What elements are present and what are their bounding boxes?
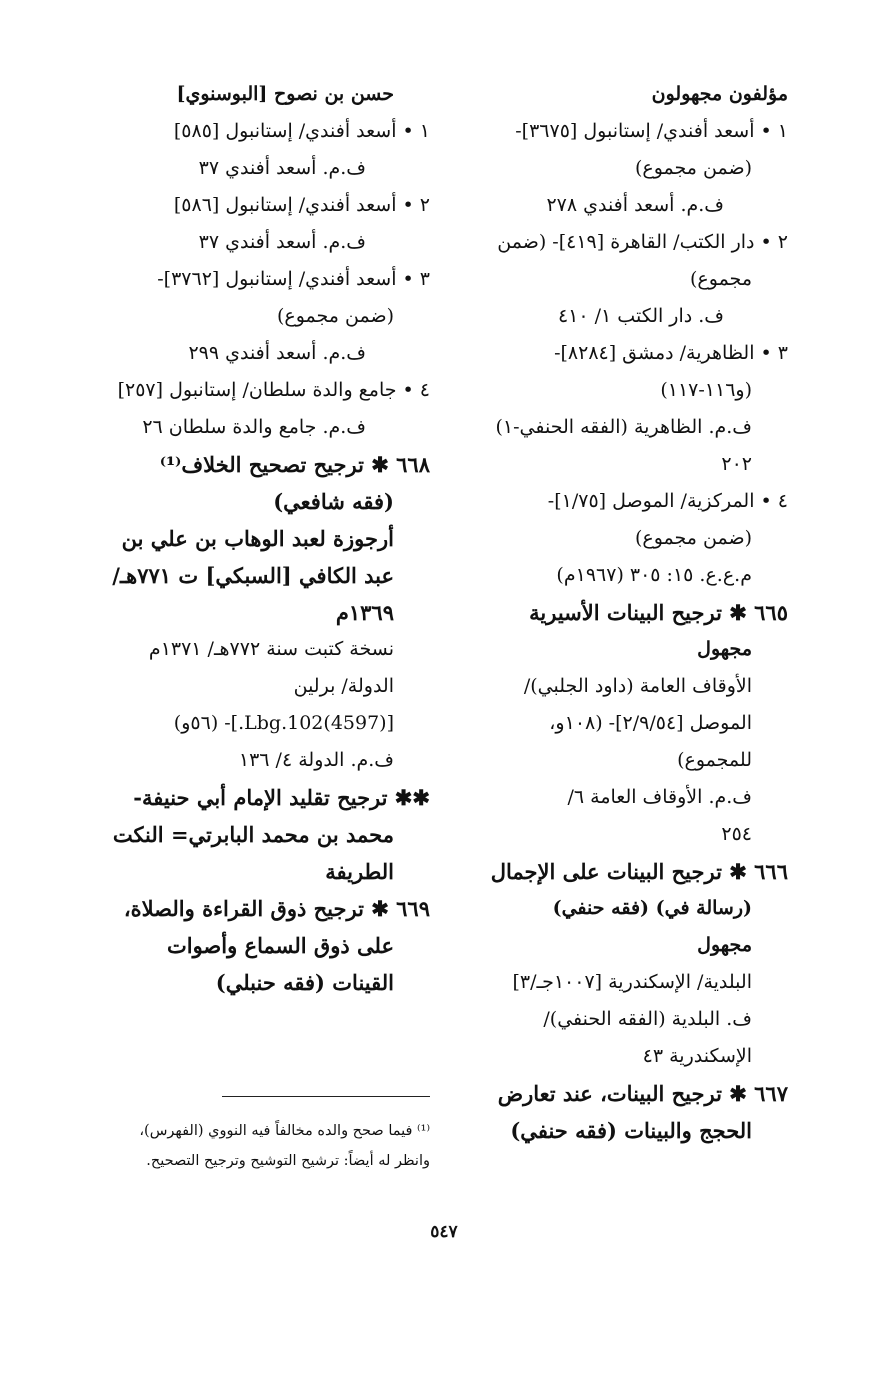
right-column-line: ٢٠٢ [721, 453, 752, 475]
right-column-line: ٣ • الظاهرية/ دمشق [٨٢٨٤]- [554, 342, 788, 364]
left-column-line: ف.م. أسعد أفندي ٣٧ [198, 157, 366, 179]
left-column-line: ١ • أسعد أفندي/ إستانبول [٥٨٥] [173, 120, 430, 142]
left-column-line: ✱✱ ترجيح تقليد الإمام أبي حنيفة- [133, 785, 430, 810]
right-column-line: (ضمن مجموع) [634, 157, 752, 179]
left-column-line: ٦٦٩ ✱ ترجيح ذوق القراءة والصلاة، [123, 896, 430, 921]
left-column-line: القينات (فقه حنبلي) [215, 970, 394, 995]
left-column [98, 76, 430, 1001]
right-column-line: للمجموع) [677, 749, 752, 771]
right-column-line: (و١١٦-١١٧) [660, 379, 752, 401]
left-column-line: الدولة/ برلين [293, 675, 394, 697]
right-column-line: م.ع.ع. ١٥: ٣٠٥ (١٩٦٧م) [556, 564, 752, 586]
footnote-line: ⁽¹⁾ فيما صحح والده مخالفاً فيه النووي (الفهرس)، [139, 1123, 430, 1139]
left-column-line: (فقه شافعي) [273, 489, 394, 514]
left-column-line: (ضمن مجموع) [276, 305, 394, 327]
right-column-line: مؤلفون مجهولون [651, 83, 788, 105]
right-column-line: ف. البلدية (الفقه الحنفي)/ [543, 1008, 752, 1030]
left-column-line: ٢ • أسعد أفندي/ إستانبول [٥٨٦] [173, 194, 430, 216]
right-column-line: (ضمن مجموع) [634, 527, 752, 549]
right-column-line: مجهول [697, 934, 752, 956]
right-column-line: ف.م. الظاهرية (الفقه الحنفي-١) [495, 416, 752, 438]
right-column-line: ف.م. أسعد أفندي ٢٧٨ [546, 194, 724, 216]
left-column-line: الطريفة [325, 859, 394, 884]
left-column-line: ف.م. الدولة ٤/ ١٣٦ [238, 749, 394, 771]
right-column-line: الإسكندرية ٤٣ [642, 1045, 752, 1067]
right-column-line: الأوقاف العامة (داود الجلبي)/ [523, 675, 752, 697]
right-column-line: ٦٦٦ ✱ ترجيح البينات على الإجمال [490, 859, 788, 884]
right-column-line: ف. دار الكتب ١/ ٤١٠ [557, 305, 724, 327]
left-column-line: نسخة كتبت سنة ٧٧٢هـ/ ١٣٧١م [148, 638, 394, 660]
right-column-line: ٦٦٧ ✱ ترجيح البينات، عند تعارض [497, 1081, 788, 1106]
right-column-line: الحجج والبينات (فقه حنفي) [510, 1118, 752, 1143]
left-column-line: ٤ • جامع والدة سلطان/ إستانبول [٢٥٧] [117, 379, 430, 401]
left-column-line: ف.م. أسعد أفندي ٣٧ [198, 231, 366, 253]
right-column-line: (رسالة في) (فقه حنفي) [552, 897, 752, 919]
right-column-line: ف.م. الأوقاف العامة ٦/ [567, 786, 752, 808]
right-column-line: مجموع) [690, 268, 752, 290]
right-column-line: ٤ • المركزية/ الموصل [١/٧٥]- [547, 490, 788, 512]
left-column-line: ٣ • أسعد أفندي/ إستانبول [٣٧٦٢]- [157, 268, 430, 290]
page-number: ٥٤٧ [430, 1222, 458, 1242]
left-column-line: ف.م. جامع والدة سلطان ٢٦ [142, 416, 366, 438]
left-column-line: [(4597)Lbg.102.]- (٥٦و) [173, 712, 394, 734]
left-column-line: ١٣٦٩م [335, 600, 394, 625]
right-column-line: الموصل [٢/٩/٥٤]- (١٠٨و، [549, 712, 752, 734]
left-column-line: ٦٦٨ ✱ ترجيح تصحيح الخلاف⁽¹⁾ [159, 452, 430, 477]
right-column-line: مجهول [697, 638, 752, 660]
footnote [98, 1116, 430, 1176]
footnote-separator [222, 1096, 430, 1097]
right-column-line: ٢٥٤ [721, 823, 752, 845]
left-column-line: محمد بن محمد البابرتي= النكت [112, 822, 394, 847]
left-column-line: ف.م. أسعد أفندي ٢٩٩ [188, 342, 366, 364]
left-column-line: حسن بن نصوح [البوسنوي] [176, 83, 394, 105]
right-column-line: البلدية/ الإسكندرية [١٠٠٧جـ/٣] [512, 971, 752, 993]
right-column-line: ٦٦٥ ✱ ترجيح البينات الأسيرية [529, 600, 788, 625]
right-column-line: ٢ • دار الكتب/ القاهرة [٤١٩]- (ضمن [497, 231, 788, 253]
footnote-line: وانظر له أيضاً: ترشيح التوشيح وترجيح التصحيح. [146, 1153, 430, 1169]
left-column-line: أرجوزة لعبد الوهاب بن علي بن [121, 526, 394, 551]
right-column-line: ١ • أسعد أفندي/ إستانبول [٣٦٧٥]- [515, 120, 788, 142]
right-column [470, 76, 788, 1149]
left-column-line: على ذوق السماع وأصوات [166, 933, 394, 958]
left-column-line: عبد الكافي [السبكي] ت ٧٧١هـ/ [112, 563, 394, 588]
